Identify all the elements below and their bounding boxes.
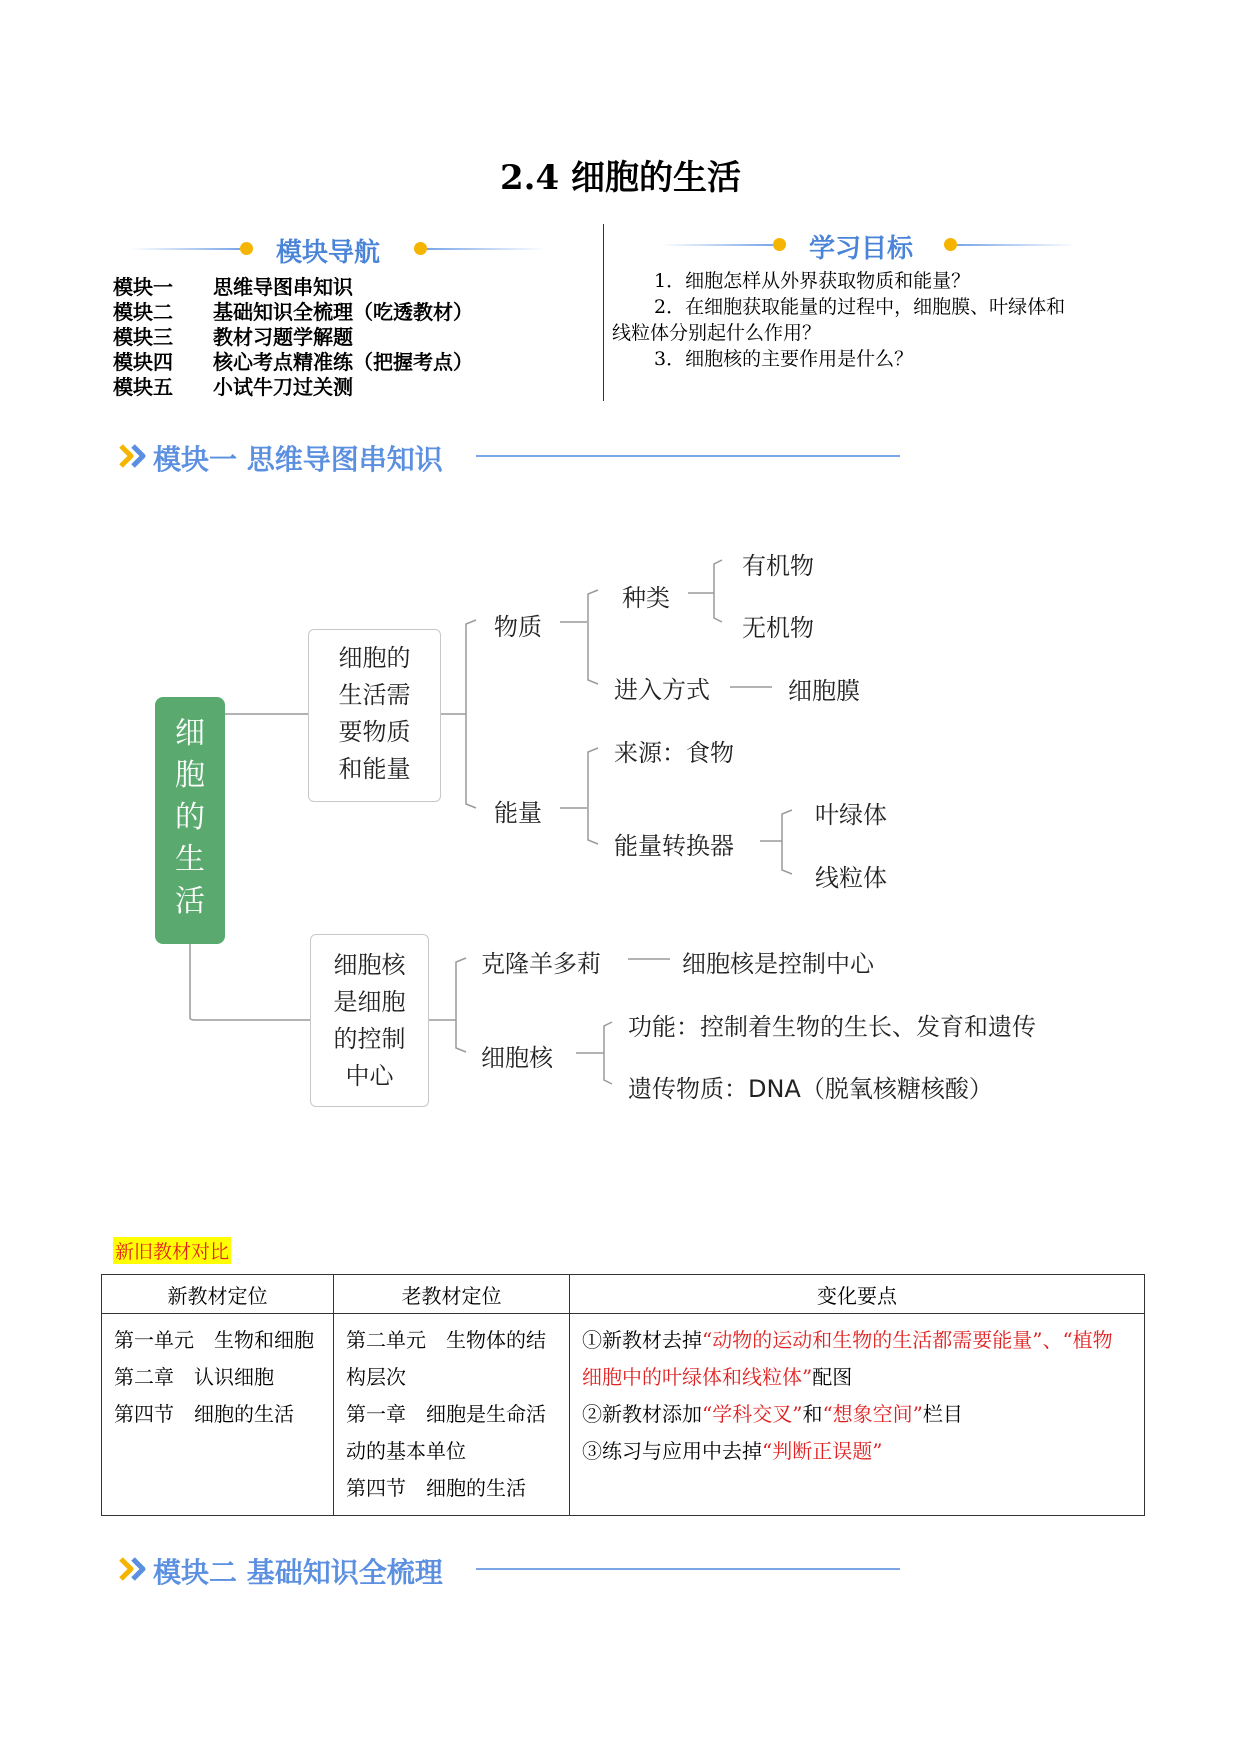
goal-2: 2．在细胞获取能量的过程中，细胞膜、叶绿体和 xyxy=(654,296,1066,318)
compare-changes-cell xyxy=(570,1314,1145,1516)
mindmap-xianliti: 线粒体 xyxy=(815,864,887,892)
compare-new-cell: 第一单元 生物和细胞 第二章 认识细胞 第四节 细胞的生活 xyxy=(102,1314,334,1516)
mindmap-wuzhi: 物质 xyxy=(494,613,542,641)
nav-item-5: 模块五 小试牛刀过关测 xyxy=(113,375,353,399)
nav-item-1: 模块一 思维导图串知识 xyxy=(113,275,353,299)
nav-item-4: 模块四 核心考点精准练（把握考点） xyxy=(113,350,473,374)
mindmap-nengliang: 能量 xyxy=(494,799,542,827)
compare-header-changes: 变化要点 xyxy=(570,1275,1145,1314)
compare-header-new: 新教材定位 xyxy=(102,1275,334,1314)
section2-title: 模块二 基础知识全梳理 xyxy=(153,1556,443,1589)
mindmap-yelvti: 叶绿体 xyxy=(815,801,887,829)
mindmap-xibaomo: 细胞膜 xyxy=(788,677,860,705)
mindmap-jinru: 进入方式 xyxy=(614,676,710,704)
mindmap-wujiwu: 无机物 xyxy=(742,614,814,642)
section2-arrow-icon xyxy=(117,1557,149,1581)
change-1: ①新教材去掉“动物的运动和生物的生活都需要能量”、“植物细胞中的叶绿体和线粒体”配图 xyxy=(582,1328,1113,1389)
goals-header-title: 学习目标 xyxy=(809,234,914,264)
nav-header-title: 模块导航 xyxy=(276,238,381,268)
mindmap-xibaohe: 细胞核 xyxy=(481,1044,553,1072)
mindmap-kongzhi: 细胞核是控制中心 xyxy=(682,950,874,978)
mindmap-branch2: 细胞核 是细胞 的控制 中心 xyxy=(333,951,406,1090)
compare-row xyxy=(102,1314,1145,1516)
section2-line xyxy=(476,1568,900,1570)
compare-old-cell: 第二单元 生物体的结构层次 第一章 细胞是生命活动的基本单位 第四节 细胞的生活 xyxy=(334,1314,570,1516)
mindmap-zhuanhuan: 能量转换器 xyxy=(614,832,734,860)
mindmap-root: 细 胞 的 生 活 xyxy=(175,716,205,919)
nav-item-3: 模块三 教材习题学解题 xyxy=(113,325,353,349)
compare-label: 新旧教材对比 xyxy=(113,1237,231,1264)
nav-item-2: 模块二 基础知识全梳理（吃透教材） xyxy=(113,300,473,324)
goal-1: 1．细胞怎样从外界获取物质和能量？ xyxy=(654,270,971,292)
goal-3: 3．细胞核的主要作用是什么？ xyxy=(654,348,914,370)
compare-table xyxy=(101,1274,1145,1516)
goal-2-cont: 线粒体分别起什么作用？ xyxy=(612,322,822,344)
mindmap-yichuan: 遗传物质：DNA（脱氧核糖核酸） xyxy=(628,1075,993,1103)
compare-header-old: 老教材定位 xyxy=(334,1275,570,1314)
mindmap-gongneng: 功能：控制着生物的生长、发育和遗传 xyxy=(628,1013,1036,1041)
mindmap-laiyuan: 来源：食物 xyxy=(614,739,734,767)
page-title: 2.4 细胞的生活 xyxy=(500,158,741,198)
mindmap-zhonglei: 种类 xyxy=(622,584,670,612)
section1-title: 模块一 思维导图串知识 xyxy=(153,443,443,476)
mindmap-branch1: 细胞的 生活需 要物质 和能量 xyxy=(338,644,411,783)
compare-header-row xyxy=(102,1275,1145,1314)
change-3: ③练习与应用中去掉“判断正误题” xyxy=(582,1439,883,1463)
mindmap-kelong: 克隆羊多莉 xyxy=(481,950,601,978)
mindmap-youjiwu: 有机物 xyxy=(742,552,814,580)
change-2: ②新教材添加“学科交叉”和“想象空间”栏目 xyxy=(582,1402,963,1426)
